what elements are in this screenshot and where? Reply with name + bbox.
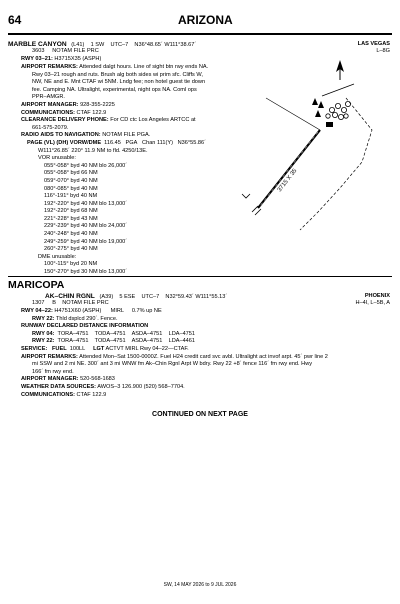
airport-utc: UTC–7 [110, 42, 129, 48]
lgt-label: LGT [93, 345, 105, 352]
city-name: MARICOPA [8, 279, 65, 291]
north-arrow-icon [336, 60, 344, 80]
obstruction-icon [312, 98, 324, 117]
rwy22-label: RWY 22: [32, 315, 55, 322]
manager-phone: 928-355-2225 [80, 101, 115, 108]
dme-unusable-title: DME unusable: [38, 253, 77, 260]
comm-value: CTAF 122.9 [76, 391, 107, 398]
service-label: SERVICE: [21, 345, 48, 352]
airport-coords: N32°59.43´ W111°55.13´ [165, 294, 228, 300]
airport-name: MARBLE CANYON [8, 41, 67, 48]
airport-ident: (L41) [71, 42, 85, 48]
chart-region: PHOENIX [364, 293, 390, 299]
decl-value: LDA–4461 [168, 338, 196, 345]
chart-region: LAS VEGAS [357, 41, 390, 47]
header-rule [8, 33, 392, 35]
remarks-block [21, 64, 208, 277]
vor-unusable-item: 192°-220° byd 68 NM [44, 208, 98, 215]
manager-label: AIRPORT MANAGER: [21, 376, 79, 383]
runway-spec: H3715X35 (ASPH) [54, 56, 102, 62]
vor-unusable-item: 059°-070° byd 40 NM [44, 177, 98, 184]
vor-unusable-item: 192°-220° byd 40 NM blo 13,000´ [44, 200, 128, 207]
vor-line2: W111°26.85´ 220° 11.9 NM to fld. 4250/13E. [38, 147, 148, 154]
runway-spec: H4751X60 (ASPH) [54, 308, 102, 314]
airport-loc: 5 ESE [119, 294, 136, 300]
remarks-line: PPR–AMGR. [32, 94, 65, 101]
elev-line [32, 300, 109, 308]
vor-label: PAGE (VL) (DH) VORW/DME [27, 139, 102, 146]
remarks-line: 166´ fm rwy end. [32, 368, 74, 375]
dme-unusable-item: 150°-270° byd 30 NM blo 13,000´ [44, 269, 128, 276]
airport-ident: (A39) [99, 294, 114, 300]
vor-unusable-item: 221°-228° byd 43 NM [44, 215, 98, 222]
beacon-code: B [52, 300, 56, 306]
footer-dates: SW, 14 MAY 2026 to 9 JUL 2026 [163, 582, 237, 588]
manager-phone: 520-568-1683 [80, 376, 115, 383]
state-title: ARIZONA [178, 13, 233, 27]
remarks-line: Attended Mon–Sat 1500-0000Z. Fuel H24 credit card svc avbl. Ultralight act invof arpt. 45´ pwr line 2 [79, 353, 328, 360]
runway-line [21, 56, 101, 64]
vor-unusable-item: 080°-085° byd 40 NM [44, 185, 98, 192]
vor-coords: N36°55.86´ [177, 139, 206, 146]
decl-value: TODA–4751 [94, 338, 126, 345]
airport-coords: N36°48.65´ W111°38.67´ [134, 42, 197, 48]
airport-name: AK–CHIN RGNL [45, 293, 95, 300]
dme-unusable-list [21, 261, 208, 276]
runway-dimension-label: 3715 X 35 [276, 167, 299, 194]
decl-value: TORA–4751 [57, 330, 89, 337]
vor-channel: Chan 111(Y) [142, 139, 173, 146]
vor-unusable-item: 116°-191° byd 40 NM [44, 193, 98, 200]
lgt-value: ACTVT MIRL Rwy 04–22—CTAF. [105, 345, 189, 352]
vor-unusable-item: 240°-248° byd 40 NM [44, 231, 98, 238]
comm-label: COMMUNICATIONS: [21, 109, 75, 116]
road-line [322, 84, 354, 96]
decl-value: ASDA–4751 [131, 330, 163, 337]
remarks-label: AIRPORT REMARKS: [21, 353, 78, 360]
decl-value: ASDA–4751 [131, 338, 163, 345]
airport-loc: 1 SW [90, 42, 105, 48]
taxiway-line [266, 98, 320, 130]
radio-aids-text: NOTAM FILE PGA. [102, 132, 151, 139]
fuel-label: FUEL [52, 345, 67, 352]
remarks-line: fee. Camping NA. Ultralight, experimental, night ops NA. Coml ops [32, 86, 197, 93]
clearance-text: For CD ctc Los Angeles ARTCC at [110, 117, 196, 124]
runway-lights: MIRL [110, 308, 125, 314]
airport-diagram [222, 58, 392, 258]
obstruction-small-icon [242, 194, 250, 198]
airport-utc: UTC–7 [141, 294, 160, 300]
vor-freq: 116.45 [104, 139, 121, 146]
notam-file: NOTAM FILE PRC [52, 48, 99, 54]
vor-unusable-title: VOR unusable: [38, 155, 76, 162]
manager-label: AIRPORT MANAGER: [21, 101, 79, 108]
remarks-line: Attended dalgt hours. Line of sight btn rwy ends NA. [79, 64, 209, 70]
remarks-line: NW, NE and E. Mnt CTAF wi 5NM. Lndg fee; non hotel guest tie down [32, 79, 206, 86]
continued-notice: CONTINUED ON NEXT PAGE [152, 411, 248, 418]
vor-ident: PGA [125, 139, 138, 146]
remarks-label: AIRPORT REMARKS: [21, 64, 78, 70]
runway-id: RWY 03–21: [21, 56, 53, 62]
decl-rwy04-label: RWY 04: [32, 330, 55, 337]
akchin-body [21, 308, 328, 399]
decl-value: LDA–4751 [168, 330, 196, 337]
comm-label: COMMUNICATIONS: [21, 391, 75, 398]
remarks-line: mi SSW and 2 mi NE. 300´ ant 3 mi WNW fm Ak–Chin Rgnl Arpt W bdry. Rwy 22 +8´ fence 116´ fm rwy end. Hwy [32, 361, 313, 368]
decl-rwy22-label: RWY 22: [32, 338, 55, 345]
tree-cluster-icon [326, 101, 351, 119]
vor-unusable-item: 055°-058° byd 66 NM [44, 170, 98, 177]
building-icon [326, 122, 333, 127]
runway-id: RWY 04–22: [21, 308, 53, 314]
elev-line [32, 48, 99, 56]
vor-unusable-item: 260°-275° byd 40 NM [44, 246, 98, 253]
runway-gradient: 0.7% up NE [131, 308, 162, 314]
radio-aids-label: RADIO AIDS TO NAVIGATION: [21, 132, 101, 139]
remarks-line: Rwy 03–21 rough and ruts. Brush alg both sides wi prim sfc. Cliffs W, [32, 71, 203, 78]
vor-unusable-item: 055°-058° byd 40 NM blo 26,000´ [44, 162, 128, 169]
vor-unusable-item: 229°-239° byd 40 NM blo 24,000´ [44, 223, 128, 230]
rwy22-text: Thld dsplcd 290´. Fence. [55, 315, 118, 322]
clearance-text: 661-575-2079. [32, 124, 69, 131]
vor-unusable-list [21, 163, 208, 254]
weather-value: AWOS–3 126.900 (520) 568–7704. [97, 383, 185, 390]
decl-value: TORA–4751 [57, 338, 89, 345]
comm-value: CTAF 122.9 [76, 109, 107, 116]
page-number: 64 [8, 13, 22, 27]
decl-value: TODA–4751 [94, 330, 126, 337]
chart-sub: H–4I, L–5B, A [355, 300, 390, 306]
fuel-value: 100LL [69, 345, 86, 352]
clearance-label: CLEARANCE DELIVERY PHONE: [21, 117, 109, 124]
field-elevation: 3603 [32, 48, 45, 54]
weather-label: WEATHER DATA SOURCES: [21, 383, 96, 390]
section-rule [8, 276, 392, 277]
dme-unusable-item: 100°-115° byd 20 NM [44, 261, 98, 268]
declared-distance-title: RUNWAY DECLARED DISTANCE INFORMATION [21, 323, 149, 330]
vor-unusable-item: 249°-259° byd 40 NM blo 19,000´ [44, 238, 128, 245]
notam-file: NOTAM FILE PRC [62, 300, 109, 306]
chart-sub: L–8G [376, 48, 390, 54]
field-elevation: 1307 [32, 300, 45, 306]
